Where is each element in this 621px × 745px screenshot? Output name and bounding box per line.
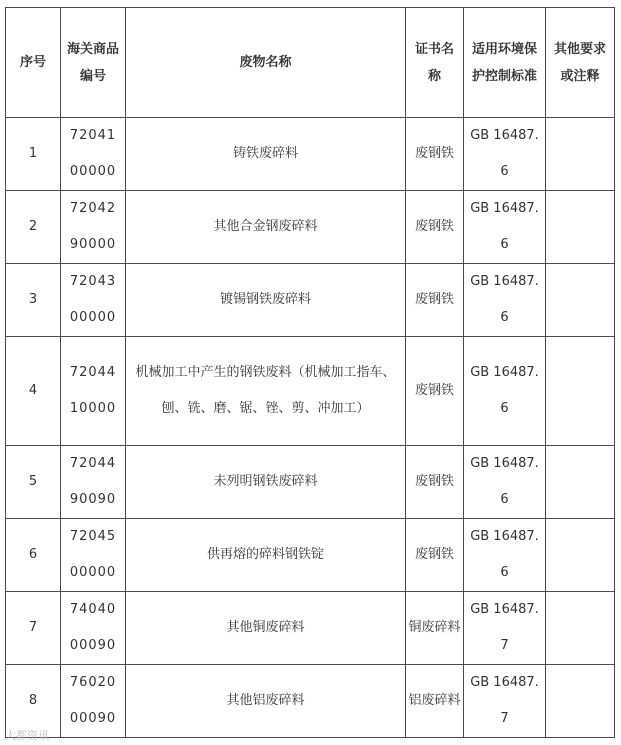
cell-code: 7204100000 — [61, 118, 126, 191]
cell-note — [546, 337, 615, 446]
cell-no: 1 — [6, 118, 61, 191]
cell-note — [546, 592, 615, 665]
cell-standard: GB 16487.7 — [464, 665, 546, 738]
cell-note — [546, 264, 615, 337]
table-row — [6, 118, 615, 191]
header-code: 海关商品编号 — [61, 8, 126, 118]
table-row — [6, 446, 615, 519]
cell-cert: 废钢铁 — [406, 519, 464, 592]
cell-cert: 废钢铁 — [406, 264, 464, 337]
cell-standard: GB 16487.6 — [464, 191, 546, 264]
cell-code: 7404000090 — [61, 592, 126, 665]
header-standard: 适用环境保护控制标准 — [464, 8, 546, 118]
cell-no: 3 — [6, 264, 61, 337]
cell-no: 4 — [6, 337, 61, 446]
cell-name: 铸铁废碎料 — [126, 118, 406, 191]
cell-code: 7204490090 — [61, 446, 126, 519]
table-row — [6, 337, 615, 446]
cell-code: 7204290000 — [61, 191, 126, 264]
cell-note — [546, 191, 615, 264]
waste-catalog-table — [5, 7, 615, 738]
cell-standard: GB 16487.6 — [464, 519, 546, 592]
cell-standard: GB 16487.7 — [464, 592, 546, 665]
cell-note — [546, 519, 615, 592]
cell-name: 未列明钢铁废碎料 — [126, 446, 406, 519]
cell-name: 其他铝废碎料 — [126, 665, 406, 738]
cell-name: 供再熔的碎料钢铁锭 — [126, 519, 406, 592]
cell-cert: 废钢铁 — [406, 446, 464, 519]
cell-standard: GB 16487.6 — [464, 118, 546, 191]
cell-note — [546, 665, 615, 738]
table-row — [6, 519, 615, 592]
header-cert: 证书名称 — [406, 8, 464, 118]
cell-name: 其他合金钢废碎料 — [126, 191, 406, 264]
header-no: 序号 — [6, 8, 61, 118]
cell-standard: GB 16487.6 — [464, 446, 546, 519]
cell-no: 5 — [6, 446, 61, 519]
header-note: 其他要求或注释 — [546, 8, 615, 118]
cell-cert: 废钢铁 — [406, 118, 464, 191]
cell-cert: 铜废碎料 — [406, 592, 464, 665]
cell-name: 镀锡钢铁废碎料 — [126, 264, 406, 337]
cell-standard: GB 16487.6 — [464, 337, 546, 446]
table-row — [6, 592, 615, 665]
cell-name: 机械加工中产生的钢铁废料（机械加工指车、刨、铣、磨、锯、锉、剪、冲加工） — [126, 337, 406, 446]
table-row — [6, 264, 615, 337]
cell-note — [546, 446, 615, 519]
cell-code: 7204300000 — [61, 264, 126, 337]
cell-standard: GB 16487.6 — [464, 264, 546, 337]
cell-note — [546, 118, 615, 191]
cell-name: 其他铜废碎料 — [126, 592, 406, 665]
cell-no: 7 — [6, 592, 61, 665]
table-row — [6, 665, 615, 738]
table-row — [6, 191, 615, 264]
cell-cert: 废钢铁 — [406, 191, 464, 264]
cell-code: 7204410000 — [61, 337, 126, 446]
cell-no: 2 — [6, 191, 61, 264]
cell-no: 8 — [6, 665, 61, 738]
table-header-row — [6, 8, 615, 118]
header-name: 废物名称 — [126, 8, 406, 118]
cell-code: 7602000090 — [61, 665, 126, 738]
watermark-logo: 大都资讯 — [5, 729, 49, 742]
cell-cert: 铝废碎料 — [406, 665, 464, 738]
cell-cert: 废钢铁 — [406, 337, 464, 446]
cell-no: 6 — [6, 519, 61, 592]
cell-code: 7204500000 — [61, 519, 126, 592]
